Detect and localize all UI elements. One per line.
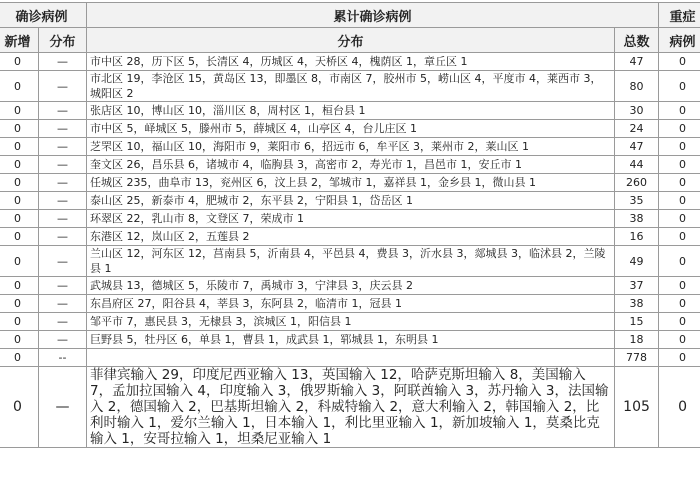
severe-cell: 0 (659, 156, 700, 174)
total-cell: 80 (615, 71, 659, 102)
total-cell: 105 (615, 367, 659, 448)
dist-cell: — (39, 53, 87, 71)
detail-cell: 张店区 10，博山区 10，淄川区 8，周村区 1，桓台县 1 (87, 102, 615, 120)
table-row (0, 349, 700, 367)
total-cell: 37 (615, 277, 659, 295)
severe-cell: 0 (659, 71, 700, 102)
total-cell: 18 (615, 331, 659, 349)
new-cell: 0 (0, 53, 39, 71)
detail-cell: 市北区 19，李沧区 15，黄岛区 13，即墨区 8，市南区 7，胶州市 5，崂山区 4，平度市 4，莱西市 3，城阳区 2 (87, 71, 615, 102)
table-row (0, 331, 700, 349)
total-cell: 47 (615, 138, 659, 156)
detail-cell (87, 349, 615, 367)
col-total: 总数 (615, 28, 659, 53)
dist-cell: — (39, 313, 87, 331)
new-cell: 0 (0, 156, 39, 174)
new-cell: 0 (0, 367, 39, 448)
severe-cell: 0 (659, 192, 700, 210)
table-row (0, 210, 700, 228)
table-row (0, 313, 700, 331)
severe-cell: 0 (659, 120, 700, 138)
table-row (0, 277, 700, 295)
detail-cell: 武城县 13，德城区 5，乐陵市 7，禹城市 3，宁津县 3，庆云县 2 (87, 277, 615, 295)
table-row (0, 120, 700, 138)
import-row (0, 367, 700, 448)
dist-cell: — (39, 192, 87, 210)
total-cell: 15 (615, 313, 659, 331)
detail-cell: 芝罘区 10，福山区 10，海阳市 9，莱阳市 6，招远市 6，牟平区 3，莱州市 2，莱山区 1 (87, 138, 615, 156)
dist-cell: — (39, 210, 87, 228)
col-severe: 病例 (659, 28, 700, 53)
table-row (0, 295, 700, 313)
dist-cell: — (39, 331, 87, 349)
new-cell: 0 (0, 210, 39, 228)
detail-cell: 巨野县 5，牡丹区 6，单县 1，曹县 1，成武县 1，郓城县 1，东明县 1 (87, 331, 615, 349)
new-cell: 0 (0, 120, 39, 138)
header-group-row (0, 3, 700, 28)
dist-cell: — (39, 138, 87, 156)
table-row (0, 174, 700, 192)
dist-cell: — (39, 174, 87, 192)
new-cell: 0 (0, 295, 39, 313)
total-cell: 16 (615, 228, 659, 246)
severe-cell: 0 (659, 53, 700, 71)
severe-cell: 0 (659, 102, 700, 120)
table-row (0, 156, 700, 174)
severe-cell: 0 (659, 246, 700, 277)
table-row (0, 192, 700, 210)
detail-cell: 泰山区 25，新泰市 4，肥城市 2，东平县 2，宁阳县 1，岱岳区 1 (87, 192, 615, 210)
severe-cell: 0 (659, 138, 700, 156)
dist-cell: — (39, 295, 87, 313)
total-cell: 47 (615, 53, 659, 71)
imported-detail-cell: 菲律宾输入 29，印度尼西亚输入 13，英国输入 12，哈萨克斯坦输入 8，美国输入 7，孟加拉国输入 4，印度输入 3，俄罗斯输入 3，阿联酋输入 3，苏丹输入 3，法国输入 2，德国输入 2，巴基斯坦输入 2，科威特输入 2，意大利输入 2，韩国输入 2，比利时输入 1，爱尔兰输入 1，日本输入 1，利比里亚输入 1，新加坡输入 1，莫桑比克输入 1，安哥拉输入 1，坦桑尼亚输入 1 (87, 367, 615, 448)
new-cell: 0 (0, 102, 39, 120)
cases-table (0, 2, 700, 448)
detail-cell: 环翠区 22，乳山市 8，文登区 7，荣成市 1 (87, 210, 615, 228)
total-cell: 49 (615, 246, 659, 277)
new-cell: 0 (0, 192, 39, 210)
dist-cell: — (39, 277, 87, 295)
detail-cell: 兰山区 12，河东区 12，莒南县 5，沂南县 4，平邑县 4，费县 3，沂水县 3，郯城县 3，临沭县 2，兰陵县 1 (87, 246, 615, 277)
new-cell: 0 (0, 349, 39, 367)
severe-cell: 0 (659, 295, 700, 313)
detail-cell: 市中区 5，峄城区 5，滕州市 5，薛城区 4，山亭区 4，台儿庄区 1 (87, 120, 615, 138)
severe-cell: 0 (659, 349, 700, 367)
severe-cell: 0 (659, 331, 700, 349)
new-cell: 0 (0, 228, 39, 246)
col-new: 新增 (0, 28, 39, 53)
dist-cell: — (39, 120, 87, 138)
new-cell: 0 (0, 71, 39, 102)
col-distribution: 分布 (39, 28, 87, 53)
severe-cell: 0 (659, 277, 700, 295)
col-total-distribution: 分布 (87, 28, 615, 53)
detail-cell: 邹平市 7，惠民县 3，无棣县 3，滨城区 1，阳信县 1 (87, 313, 615, 331)
table-row (0, 102, 700, 120)
detail-cell: 东昌府区 27，阳谷县 4，莘县 3，东阿县 2，临清市 1，冠县 1 (87, 295, 615, 313)
total-cell: 24 (615, 120, 659, 138)
severe-cell: 0 (659, 210, 700, 228)
header-column-row (0, 28, 700, 53)
detail-cell: 任城区 235，曲阜市 13，兖州区 6，汶上县 2，邹城市 1，嘉祥县 1，金乡县 1，微山县 1 (87, 174, 615, 192)
severe-cell: 0 (659, 174, 700, 192)
total-cell: 38 (615, 295, 659, 313)
header-total-cases: 累计确诊病例 (87, 3, 659, 28)
new-cell: 0 (0, 331, 39, 349)
severe-cell: 0 (659, 228, 700, 246)
table-row (0, 138, 700, 156)
dist-cell: — (39, 156, 87, 174)
dist-cell: — (39, 246, 87, 277)
header-new-cases: 确诊病例 (0, 3, 87, 28)
total-cell: 30 (615, 102, 659, 120)
table-row (0, 228, 700, 246)
detail-cell: 奎文区 26，昌乐县 6，诸城市 4，临朐县 3，高密市 2，寿光市 1，昌邑市 1，安丘市 1 (87, 156, 615, 174)
total-cell: 35 (615, 192, 659, 210)
table-row (0, 71, 700, 102)
dist-cell: — (39, 102, 87, 120)
detail-cell: 东港区 12，岚山区 2，五莲县 2 (87, 228, 615, 246)
dist-cell: — (39, 228, 87, 246)
dist-cell: -- (39, 349, 87, 367)
new-cell: 0 (0, 246, 39, 277)
table-row (0, 246, 700, 277)
total-cell: 260 (615, 174, 659, 192)
total-cell: 38 (615, 210, 659, 228)
severe-cell: 0 (659, 313, 700, 331)
detail-cell: 市中区 28，历下区 5，长清区 4，历城区 4，天桥区 4，槐荫区 1，章丘区 1 (87, 53, 615, 71)
dist-cell: — (39, 71, 87, 102)
total-cell: 44 (615, 156, 659, 174)
new-cell: 0 (0, 277, 39, 295)
total-cell: 778 (615, 349, 659, 367)
severe-cell: 0 (659, 367, 700, 448)
table-row (0, 53, 700, 71)
new-cell: 0 (0, 313, 39, 331)
new-cell: 0 (0, 174, 39, 192)
dist-cell: — (39, 367, 87, 448)
new-cell: 0 (0, 138, 39, 156)
header-severe-cases: 重症 (659, 3, 700, 28)
